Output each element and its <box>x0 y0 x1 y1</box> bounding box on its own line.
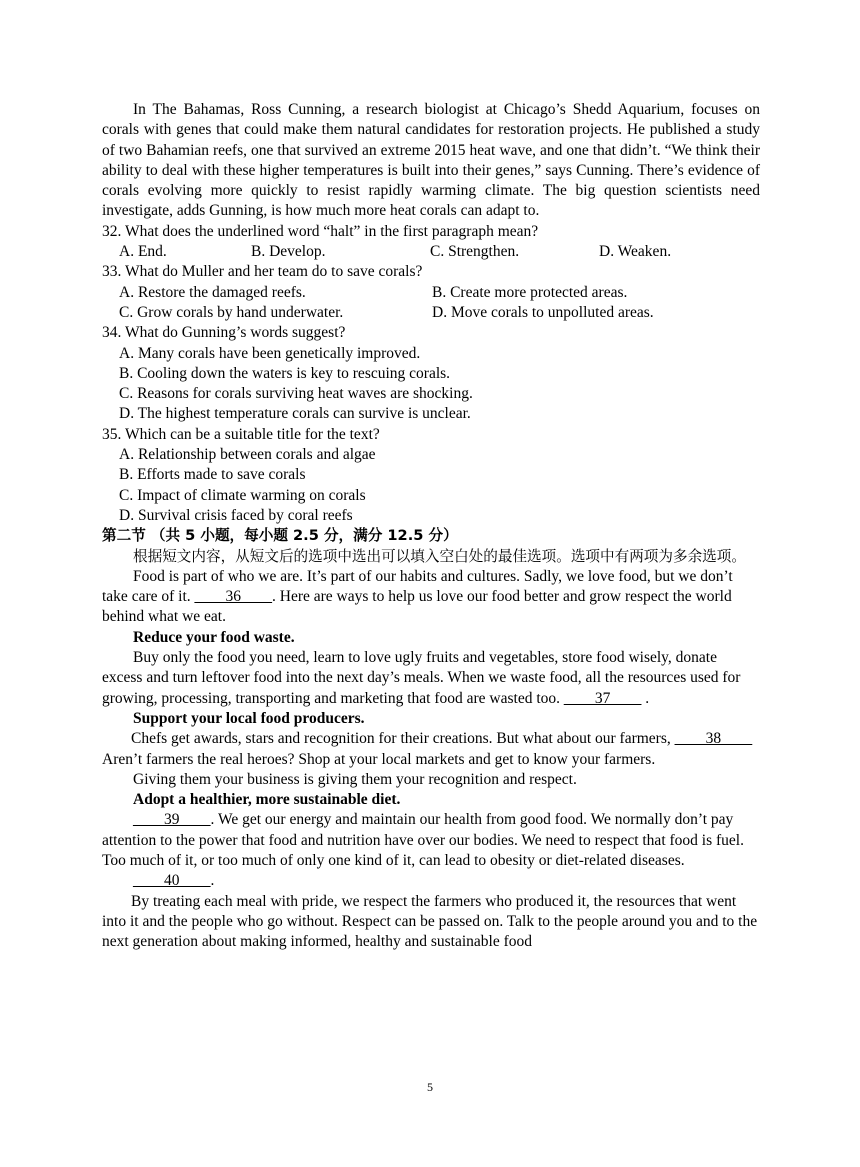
cloze-paragraph-5 <box>102 810 760 871</box>
option-b: B. Cooling down the waters is key to rescuing corals. <box>119 364 451 382</box>
text: Food is part of who we are. It’s part of our habits and cultures. Sadly, we love food, but we don’t take care of it. <box>102 567 733 606</box>
option-b: B. Develop. <box>251 243 326 261</box>
question-33-options-row1 <box>102 283 760 303</box>
text: Buy only the food you need, learn to love ugly fruits and vegetables, store food wisely, donate excess and turn leftover food into the next day’s meals. When we waste food, all the resources used for growing, processing, transporting and marketing that food are wasted too. <box>102 649 741 707</box>
subheading-3: Adopt a healthier, more sustainable diet. <box>133 791 401 809</box>
text: Aren’t farmers the real heroes? Shop at your local markets and get to know your farmers. <box>102 750 656 768</box>
cloze-paragraph-3 <box>102 729 760 770</box>
blank-39: ____39____ <box>133 811 211 829</box>
cloze-paragraph-6 <box>102 871 760 891</box>
option-b: B. Efforts made to save corals <box>119 466 306 484</box>
option-c: C. Grow corals by hand underwater. <box>119 303 344 321</box>
cloze-paragraph-7: By treating each meal with pride, we respect the farmers who produced it, the resources that went into it and the people who go without. Respect can be passed on. Talk to the people around you and to the next generation about making informed, healthy and sustainable food <box>102 892 758 951</box>
question-32-options <box>102 242 760 262</box>
question-35-stem: 35. Which can be a suitable title for the text? <box>102 425 380 443</box>
question-32-stem: 32. What does the underlined word “halt” in the first paragraph mean? <box>102 222 539 240</box>
blank-37: ____37____ <box>563 689 642 707</box>
text: Chefs get awards, stars and recognition for their creations. But what about our farmers, <box>131 730 675 748</box>
option-c: C. Impact of climate warming on corals <box>119 486 366 504</box>
section-instruction: 根据短文内容，从短文后的选项中选出可以填入空白处的最佳选项。选项中有两项为多余选项。 <box>133 547 746 565</box>
option-a: A. Relationship between corals and algae <box>119 446 376 464</box>
blank-36: ____36____ <box>194 588 273 606</box>
text: . <box>641 689 650 707</box>
option-b: B. Create more protected areas. <box>432 283 628 301</box>
option-c: C. Strengthen. <box>430 243 520 261</box>
option-d: D. The highest temperature corals can survive is unclear. <box>119 405 471 423</box>
option-d: D. Survival crisis faced by coral reefs <box>119 506 353 524</box>
blank-40: ____40____ <box>133 872 211 890</box>
question-34-stem: 34. What do Gunning’s words suggest? <box>102 324 346 342</box>
text: . We get our energy and maintain our health from good food. We normally don’t pay attention to the power that food and nutrition have over our bodies. We need to respect that food is fuel. Too much of it, or too much of only one kind of it, can lead to obesity or diet-related diseases. <box>102 811 744 869</box>
section-heading: 第二节 （共 5 小题，每小题 2.5 分，满分 12.5 分） <box>102 527 458 545</box>
passage-paragraph: In The Bahamas, Ross Cunning, a research biologist at Chicago’s Shedd Aquarium, focuses on corals with genes that could make them natural candidates for restoration projects. He published a study of two Bahamian reefs, one that survived an extreme 2015 heat wave, and one that didn’t. “We think their ability to deal with these higher temperatures is built into their genes,” says Cunning. There’s evidence of corals evolving more quickly to resist rapidly warming climate. The big question scientists need investigate, adds Gunning, is how much more heat corals can adapt to. <box>102 101 760 220</box>
cloze-paragraph-4: Giving them your business is giving them your recognition and respect. <box>133 770 577 788</box>
document-page <box>102 100 760 952</box>
option-a: A. Restore the damaged reefs. <box>119 283 306 301</box>
cloze-paragraph-1 <box>102 567 760 628</box>
subheading-1: Reduce your food waste. <box>133 628 295 646</box>
page-number: 5 <box>427 1080 433 1094</box>
option-d: D. Weaken. <box>599 243 672 261</box>
option-d: D. Move corals to unpolluted areas. <box>432 303 654 321</box>
question-33-options-row2 <box>102 303 760 323</box>
text: . <box>210 872 215 890</box>
question-33-stem: 33. What do Muller and her team do to save corals? <box>102 263 423 281</box>
option-c: C. Reasons for corals surviving heat waves are shocking. <box>119 385 473 403</box>
subheading-2: Support your local food producers. <box>133 709 365 727</box>
cloze-paragraph-2 <box>102 648 760 709</box>
option-a: A. Many corals have been genetically improved. <box>119 344 421 362</box>
option-a: A. End. <box>119 243 167 261</box>
text: . Here are ways to help us love our food better and grow respect the world behind what we eat. <box>102 588 732 626</box>
blank-38: ____38____ <box>674 730 753 748</box>
